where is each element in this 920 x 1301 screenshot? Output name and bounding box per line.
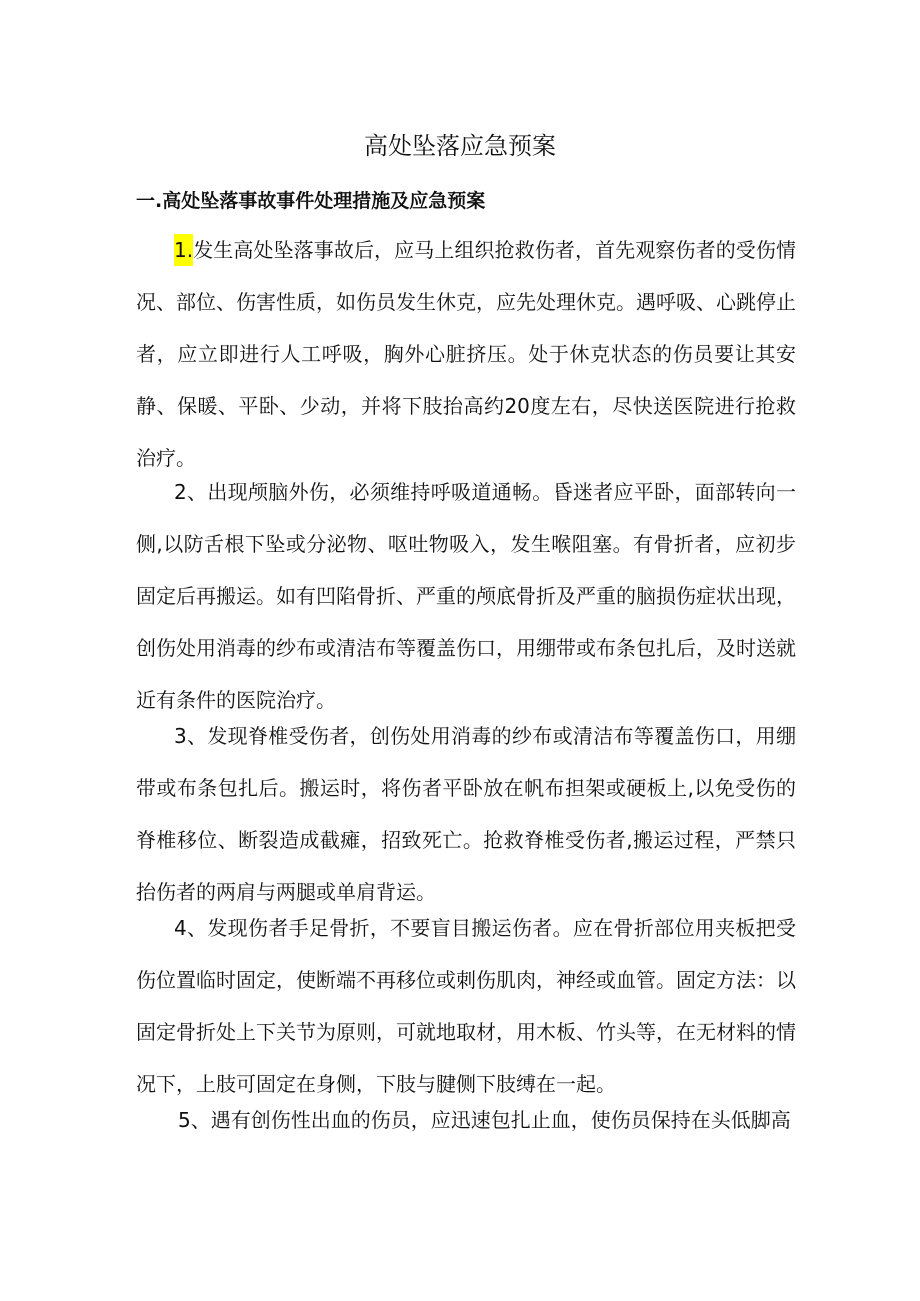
paragraph-3: 3、发现脊椎受伤者，创伤处用消毒的纱布或清洁布等覆盖伤口，用绷带或布条包扎后。搬运时，将伤者平卧放在帆布担架或硬板上,以免受伤的脊椎移位、断裂造成截瘫，招致死亡。抢救脊椎受伤者,搬运过程，严禁只抬伤者的两肩与两腿或单肩背运。 [136,724,796,904]
paragraph-2: 2、出现颅脑外伤，必须维持呼吸道通畅。昏迷者应平卧，面部转向一侧,以防舌根下坠或分泌物、呕吐物吸入，发生喉阻塞。有骨折者，应初步固定后再搬运。如有凹陷骨折、严重的颅底骨折及严重的脑损伤症状出现，创伤处用消毒的纱布或清洁布等覆盖伤口，用绷带或布条包扎后，及时送就近有条件的医院治疗。 [136,480,796,712]
paragraph-text: 发生高处坠落事故后，应马上组织抢救伤者，首先观察伤者的受伤情况、部位、伤害性质，如伤员发生休克，应先处理休克。遇呼吸、心跳停止者，应立即进行人工呼吸，胸外心脏挤压。处于休克状态的伤员要让其安静、保暖、平卧、少动，并将下肢抬高约20度左右，尽快送医院进行抢救治疗。 [136,238,796,470]
paragraph-4: 4、发现伤者手足骨折，不要盲目搬运伤者。应在骨折部位用夹板把受伤位置临时固定，使断端不再移位或刺伤肌肉，神经或血管。固定方法：以固定骨折处上下关节为原则，可就地取材，用木板、竹头等，在无材料的情况下，上肢可固定在身侧，下肢与腱侧下肢缚在一起。 [136,916,796,1096]
highlighted-marker: 1. [174,234,193,266]
paragraph-1 [136,224,796,484]
page-title: 高处坠落应急预案 [364,132,556,160]
paragraph-5: 5、遇有创伤性出血的伤员，应迅速包扎止血，使伤员保持在头低脚高 [178,1108,791,1132]
section-heading: 一.高处坠落事故事件处理措施及应急预案 [136,190,486,212]
